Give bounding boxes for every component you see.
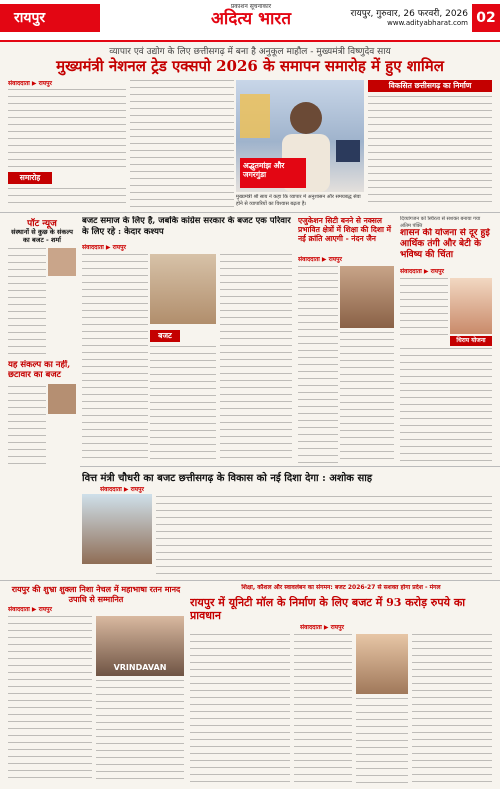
text-lines [8, 188, 126, 208]
cm-photo [236, 80, 364, 192]
logo-tagline: प्रकाशन सूचनाकार [230, 3, 272, 10]
scheme-headline: शासन की योजना से दूर हुई आर्थिक तंगी और बेटी के भविष्य की चिंता [400, 228, 490, 260]
masthead-rule [0, 40, 500, 42]
text-lines [294, 634, 352, 784]
text-lines [156, 496, 492, 578]
jain-byline: संवाददाता ▶ रायपुर [298, 256, 342, 263]
samaroh-label: समारोह [8, 172, 52, 184]
dateline [350, 6, 468, 27]
lead-byline: संवाददाता ▶ रायपुर [8, 80, 52, 87]
sankalp-title: यह संकल्प का नहीं, छटावार का बजट [8, 360, 71, 380]
shukla-headline: रायपुर की शुभ्रा शुक्ला निशा नेचल में महाभाषा रतन मानद उपाधि से सम्मानित [11, 584, 181, 604]
text-lines [8, 89, 126, 167]
sidebar-title: विकसित छत्तीसगढ़ का निर्माण [368, 80, 492, 92]
scheme-kicker: दिव्यांगजन को स्थिरता से सशक्त बनाया गया अंतिम पंक्ति [400, 216, 481, 230]
scheme-byline-wrap [400, 268, 492, 277]
scheme-label: धिराय योजना [450, 336, 492, 346]
logo-name: अदित्य भारत [210, 9, 292, 29]
unity-headline: रायपुर में यूनिटी मॉल के निर्माण के लिए बजट में 93 करोड़ रुपये का प्रावधान [190, 596, 466, 622]
photo-quote: अद्भुतमांझ और जगरगुंडा [240, 158, 306, 188]
unity-byline-wrap [300, 624, 450, 633]
kashyap-byline-wrap [82, 244, 292, 253]
unity-photo [356, 634, 408, 694]
lead-kicker: व्यापार एवं उद्योग के लिए छत्तीसगढ़ में बना है अनुकूल माहौल - मुख्यमंत्री विष्णुदेव साय [109, 47, 391, 57]
section-divider [0, 580, 500, 581]
city-label: रायपुर [0, 4, 100, 32]
scheme-byline: संवाददाता ▶ रायपुर [400, 268, 444, 275]
text-lines [82, 254, 148, 464]
pot-news-title: पॉट न्यूज [27, 219, 57, 229]
masthead [0, 0, 500, 40]
text-lines [96, 680, 184, 784]
shukla-byline: संवाददाता ▶ रायपुर [8, 606, 52, 613]
child-photo [450, 278, 492, 334]
text-lines [190, 634, 290, 784]
unity-kicker: शिक्षा, कौशल और स्वावलंबन का संगमन: बजट 2026-27 से सशक्त होगा प्रदेश - मंगल [241, 584, 441, 591]
lead-headline: मुख्यमंत्री नेशनल ट्रेड एक्सपो 2026 के समापन समारोह में हुए शामिल [56, 57, 444, 75]
date-text: रायपुर, गुरुवार, 26 फरवरी, 2026 [350, 9, 468, 19]
text-lines [412, 634, 492, 784]
text-lines [130, 80, 234, 208]
text-lines [220, 254, 292, 464]
pot-news-sub: संस्थानों से कुछ के संकल्प का बजट - शर्मा [11, 228, 73, 244]
website-url[interactable]: www.adityabharat.com [387, 19, 468, 27]
text-lines [298, 266, 338, 464]
lead-column-1 [8, 80, 126, 208]
person-photo [48, 384, 76, 414]
text-lines [400, 348, 492, 464]
text-lines [8, 386, 46, 464]
photo-banner-text: VRINDAVAN [113, 663, 167, 672]
kashyap-photo [150, 254, 216, 324]
jain-byline-wrap [298, 256, 394, 265]
text-lines [340, 332, 394, 464]
shukla-byline-wrap [8, 606, 184, 615]
text-lines [8, 616, 92, 784]
unity-byline: संवाददाता ▶ रायपुर [300, 624, 344, 631]
section-divider [80, 466, 500, 467]
lead-column-2 [130, 80, 234, 208]
lead-caption: मुख्यमंत्री श्री साय ने कहा कि व्यापार में अनुशासन और समयबद्ध सेवा होने से व्यापारियों का विश्वास बढ़ता है। [236, 194, 361, 207]
text-lines [356, 698, 408, 784]
sahu-photo [82, 494, 152, 564]
jain-headline: एजुकेशन सिटी बनने से नक्सल प्रभावित क्षेत्रों में शिक्षा की दिशा में नई क्रांति आएगी - नंदन जैन [298, 216, 391, 243]
person-photo [48, 248, 76, 276]
logo [196, 2, 306, 28]
budget-label: बजट [150, 330, 180, 342]
shukla-photo [96, 616, 184, 676]
text-lines [8, 248, 46, 356]
kashyap-headline: बजट समाज के लिए है, जबकि कांग्रेस सरकार के बजट एक परिवार के लिए रहे : केदार कश्यप [82, 216, 291, 237]
page-number: 02 [472, 4, 500, 32]
text-lines [150, 346, 216, 464]
sidebar-text-lines [368, 96, 492, 208]
kashyap-byline: संवाददाता ▶ रायपुर [82, 244, 126, 251]
sahu-byline: संवाददाता ▶ रायपुर [100, 486, 144, 493]
text-lines [400, 278, 448, 338]
sahu-headline: वित्त मंत्री चौधरी का बजट छत्तीसगढ़ के विकास को नई दिशा देगा : अशोक साह [82, 473, 373, 484]
section-divider [0, 212, 500, 213]
jain-photo [340, 266, 394, 328]
